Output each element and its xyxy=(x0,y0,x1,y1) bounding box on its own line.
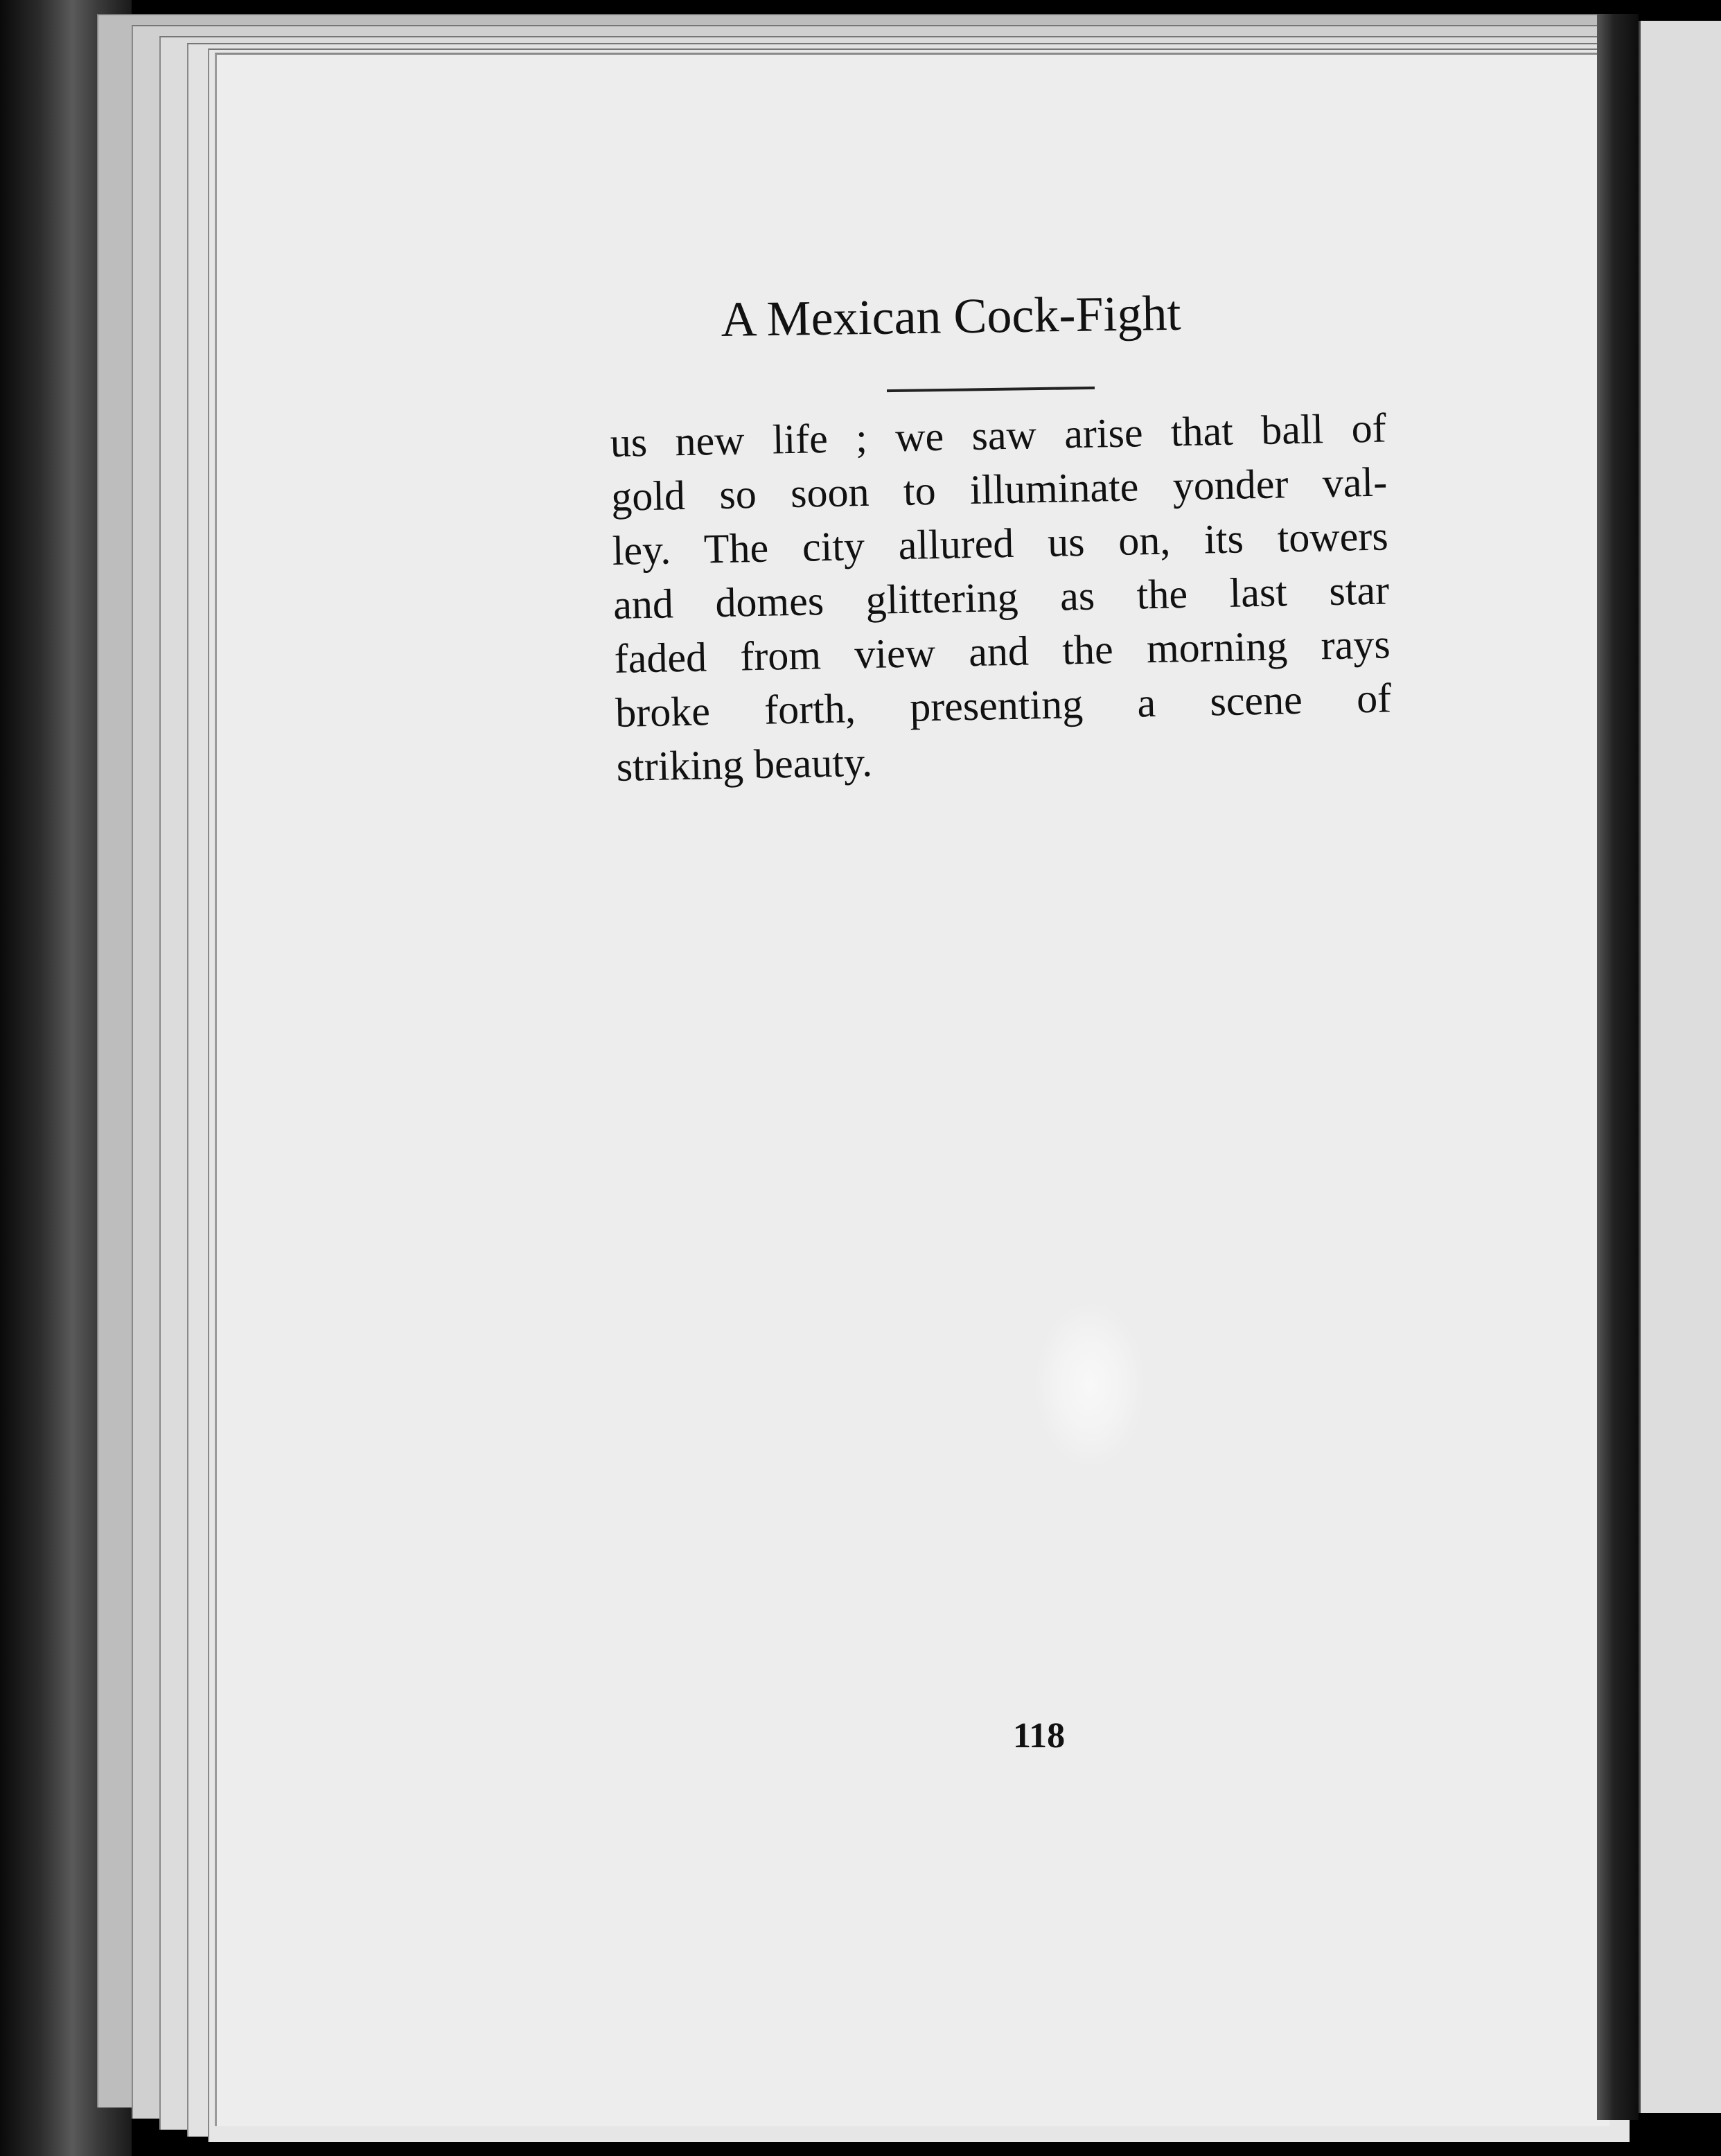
body-line: us new life ; we saw arise that ball of xyxy=(610,405,1387,466)
body-line: striking beauty. xyxy=(616,739,873,790)
book-gutter xyxy=(1597,14,1639,2120)
facing-page-edge xyxy=(1639,21,1721,2113)
book-page xyxy=(215,53,1609,2126)
running-head: A Mexican Cock-Fight xyxy=(721,285,1182,347)
paper-blemish xyxy=(1034,1302,1145,1468)
body-line: and domes glittering as the last star xyxy=(612,567,1390,628)
body-line: broke forth, presenting a scene of xyxy=(615,675,1392,736)
body-text xyxy=(610,400,1393,793)
body-line: gold so soon to illuminate yonder val- xyxy=(610,459,1388,520)
body-line: ley. The city allured us on, its towers xyxy=(612,513,1389,574)
body-line: faded from view and the morning rays xyxy=(614,621,1391,682)
page-number: 118 xyxy=(1013,1716,1066,1756)
